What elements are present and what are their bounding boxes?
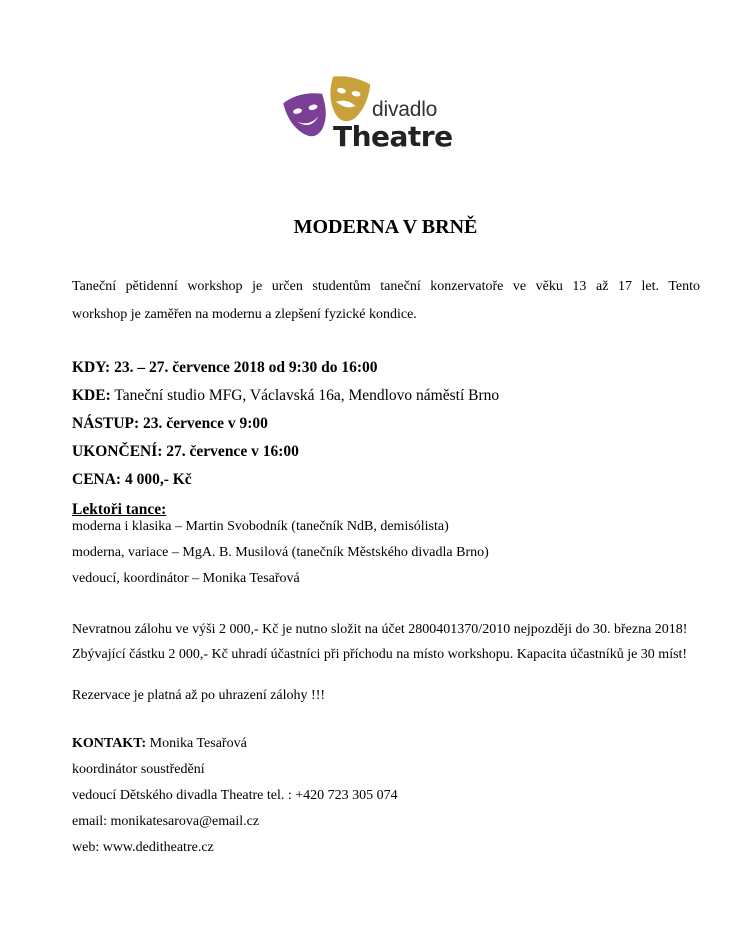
page-title: MODERNA V BRNĚ	[293, 216, 478, 238]
lecturer-item: moderna, variace – MgA. B. Musilová (tanečník Městského divadla Brno)	[72, 545, 489, 560]
when-row	[72, 358, 378, 378]
intro-line-1: Taneční pětidenní workshop je určen studentům taneční konzervatoře ve věku 13 až 17 let. Tento	[72, 279, 700, 294]
where-label: KDE:	[72, 387, 111, 404]
contact-role-1: koordinátor soustředění	[72, 762, 205, 777]
where-value: Taneční studio MFG, Václavská 16a, Mendlovo náměstí Brno	[114, 387, 500, 404]
payment-line-2: Zbývající částku 2 000,- Kč uhradí účastníci při příchodu na místo workshopu. Kapacita účastníků je 30 míst!	[72, 647, 688, 662]
payment-line-1: Nevratnou zálohu ve výši 2 000,- Kč je nutno složit na účet 2800401370/2010 nejpozději do 30. března 2018!	[72, 622, 688, 637]
lecturer-item: moderna i klasika – Martin Svobodník (tanečník NdB, demisólista)	[72, 519, 449, 534]
lecturer-item: vedoucí, koordinátor – Monika Tesařová	[72, 571, 300, 586]
intro-line-2: workshop je zaměřen na modernu a zlepšení fyzické kondice.	[72, 307, 417, 322]
contact-label: KONTAKT:	[72, 736, 147, 751]
contact-role-2: vedoucí Dětského divadla Theatre tel. : +420 723 305 074	[72, 788, 398, 803]
when-label: KDY:	[72, 359, 111, 376]
end-label: UKONČENÍ:	[72, 443, 163, 460]
contact-row	[72, 734, 247, 754]
contact-web: web: www.deditheatre.cz	[72, 840, 214, 855]
contact-email: email: monikatesarova@email.cz	[72, 814, 260, 829]
contact-name: Monika Tesařová	[149, 736, 247, 751]
lecturers-heading: Lektoři tance:	[72, 501, 167, 518]
end-row	[72, 442, 299, 462]
logo-theatre-text: Theatre	[333, 120, 453, 153]
reservation-note: Rezervace je platná až po uhrazení zálohy !!!	[72, 688, 326, 703]
price-label: CENA:	[72, 471, 122, 488]
start-label: NÁSTUP:	[72, 415, 140, 432]
price-row	[72, 470, 192, 490]
when-value: 23. – 27. července 2018 od 9:30 do 16:00	[114, 359, 378, 376]
end-value: 27. července v 16:00	[166, 443, 299, 460]
start-row	[72, 414, 268, 434]
where-row	[72, 386, 499, 406]
logo-divadlo-text: divadlo	[372, 98, 438, 121]
theatre-logo	[283, 76, 473, 156]
price-value: 4 000,- Kč	[124, 471, 192, 488]
start-value: 23. července v 9:00	[143, 415, 268, 432]
